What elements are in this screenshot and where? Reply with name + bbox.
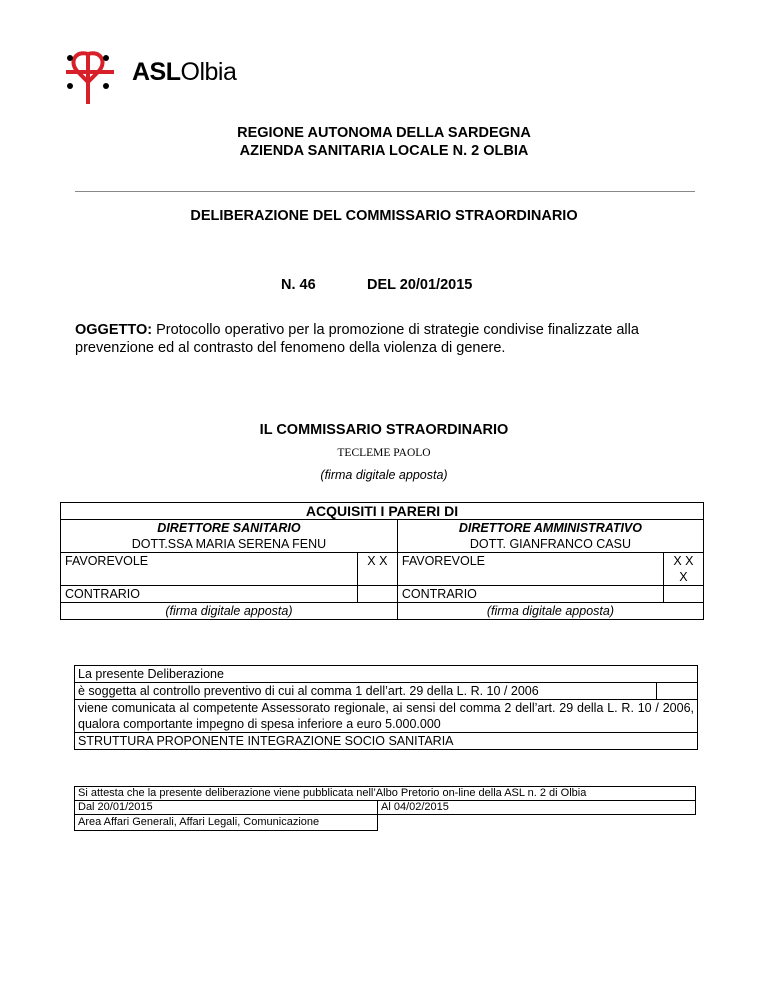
- logo-text: ASLOlbia: [132, 58, 237, 86]
- subject-label: OGGETTO:: [75, 322, 153, 338]
- health-signature: (firma digitale apposta): [61, 603, 398, 620]
- region-title: REGIONE AUTONOMA DELLA SARDEGNA: [237, 125, 531, 141]
- admin-contrary-label: CONTRARIO: [397, 586, 663, 603]
- commissioner-name: TECLEME PAOLO: [337, 447, 431, 459]
- opinions-table: [60, 502, 704, 620]
- admin-signature: (firma digitale apposta): [397, 603, 703, 620]
- health-contrary-mark: [357, 586, 397, 603]
- admin-contrary-mark: [663, 586, 703, 603]
- asl-title: AZIENDA SANITARIA LOCALE N. 2 OLBIA: [239, 143, 529, 159]
- publication-box: [74, 786, 696, 831]
- proposing-structure: STRUTTURA PROPONENTE INTEGRAZIONE SOCIO SANITARIA: [78, 734, 454, 748]
- subject-block: [75, 321, 715, 357]
- health-director-role: DIRETTORE SANITARIO: [61, 520, 398, 537]
- commissioner-title: IL COMMISSARIO STRAORDINARIO: [259, 422, 509, 438]
- opinions-title: ACQUISITI I PARERI DI: [61, 503, 704, 520]
- commissioner-signature: (firma digitale apposta): [320, 468, 448, 482]
- control-checkbox: [656, 683, 697, 699]
- control-line-3: viene comunicata al competente Assessorato regionale, ai sensi del comma 2 dell’art. 29 della L. R. 10 / 2006, qualora comportante impegno di spesa inferiore a euro 5.000.000: [75, 700, 697, 733]
- subject-text: Protocollo operativo per la promozione di strategie condivise finalizzate alla prevenzione ed al contrasto del fenomeno della violenza di genere.: [75, 322, 639, 356]
- asl-heart-cross-icon: [58, 48, 124, 104]
- publication-statement: Si attesta che la presente deliberazione viene pubblicata nell’Albo Pretorio on-line della ASL n. 2 di Olbia: [75, 787, 696, 801]
- admin-favorable-label: FAVOREVOLE: [397, 553, 663, 586]
- admin-director-role: DIRETTORE AMMINISTRATIVO: [397, 520, 703, 537]
- deliberation-date: DEL 20/01/2015: [367, 277, 473, 293]
- divider: [75, 191, 695, 192]
- control-line-2: è soggetta al controllo preventivo di cui al comma 1 dell’art. 29 della L. R. 10 / 2006: [75, 683, 697, 700]
- admin-director-name: DOTT. GIANFRANCO CASU: [397, 536, 703, 553]
- admin-favorable-mark: X X X: [663, 553, 703, 586]
- doc-type-title: DELIBERAZIONE DEL COMMISSARIO STRAORDINARIO: [190, 208, 578, 224]
- publication-from: Dal 20/01/2015: [75, 801, 378, 815]
- asl-logo: [58, 48, 258, 104]
- health-director-name: DOTT.SSA MARIA SERENA FENU: [61, 536, 398, 553]
- health-contrary-label: CONTRARIO: [61, 586, 358, 603]
- health-favorable-label: FAVOREVOLE: [61, 553, 358, 586]
- publication-to: Al 04/02/2015: [378, 801, 696, 815]
- publication-empty-cell: [378, 815, 696, 831]
- publication-area: Area Affari Generali, Affari Legali, Comunicazione: [75, 815, 378, 831]
- control-line-1: La presente Deliberazione: [75, 666, 697, 683]
- health-favorable-mark: X X: [357, 553, 397, 586]
- deliberation-number: N. 46: [281, 277, 316, 293]
- control-box: [74, 665, 698, 750]
